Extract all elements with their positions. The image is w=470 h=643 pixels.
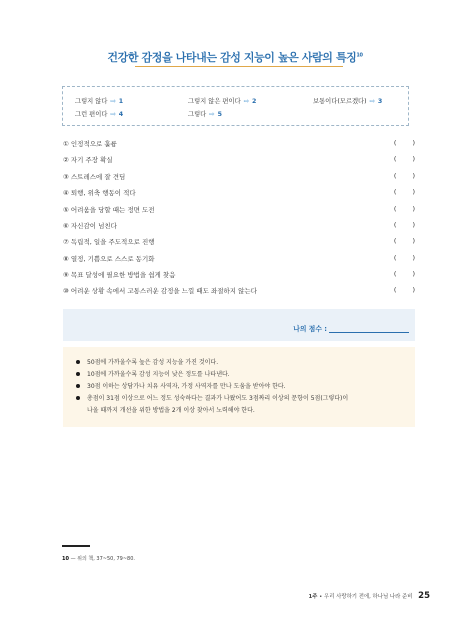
page-title [0, 49, 470, 65]
question-text: 자신감이 넘친다 [70, 222, 117, 230]
title-footnote-ref: 10 [356, 52, 363, 59]
page-title-text: 건강한 감정을 나타내는 감성 지능이 높은 사람의 특징 [107, 51, 357, 64]
score-panel [63, 309, 415, 341]
scale-item-5 [188, 109, 222, 118]
answer-blank[interactable]: ( ) [393, 254, 415, 262]
footnote-number: 10 [62, 556, 69, 562]
scale-label: 그렇다 [188, 111, 207, 118]
question-number: ⑥ [63, 222, 69, 230]
question-number: ⑨ [63, 271, 69, 279]
scale-value: 4 [118, 111, 124, 118]
scale-label: 그렇지 않은 편이다 [188, 98, 241, 105]
scale-label: 보통이다(모르겠다) [313, 98, 367, 105]
scale-value: 2 [251, 98, 257, 105]
question-row [63, 139, 420, 152]
footer-title: • 우리 사랑하기 전에, 하나님 나라 준비 [319, 594, 413, 600]
question-text: 인정적으로 훌륭 [70, 140, 117, 148]
interpretation-panel [63, 347, 415, 427]
question-row [63, 286, 420, 299]
answer-blank[interactable]: ( ) [393, 155, 415, 163]
scale-item-4 [75, 109, 123, 118]
question-text: 어려운 상황 속에서 고통스러운 감정을 느낄 때도 좌절하지 않는다 [70, 287, 257, 295]
footnote-rule [62, 545, 90, 547]
scale-label: 그런 편이다 [75, 111, 108, 118]
question-text: 열정, 기쁨으로 스스로 동기화 [70, 255, 155, 263]
scale-item-3 [313, 96, 382, 105]
scale-item-2 [188, 96, 256, 105]
question-text: 어려움을 당할 때는 정면 도전 [70, 206, 155, 214]
question-text: 스트레스에 잘 견딤 [70, 173, 126, 181]
question-text: 독립적, 일을 주도적으로 진행 [70, 238, 155, 246]
question-number: ⑦ [63, 238, 69, 246]
scale-value: 5 [217, 111, 222, 118]
question-row [63, 270, 420, 283]
question-number: ④ [63, 189, 69, 197]
scale-label: 그렇지 않다 [75, 98, 108, 105]
question-row [63, 155, 420, 168]
bullet-icon [76, 360, 80, 364]
answer-blank[interactable]: ( ) [393, 237, 415, 245]
page-number: 25 [418, 591, 430, 601]
question-text: 자기 주장 확실 [70, 156, 113, 164]
question-row [63, 237, 420, 250]
note-text: 50점에 가까울수록 높은 감성 지능을 가진 것이다. [87, 359, 219, 366]
note-text: 10점에 가까울수록 감성 지능이 낮은 정도를 나타낸다. [87, 371, 230, 378]
scale-item-1 [75, 96, 123, 105]
question-number: ⑩ [63, 287, 69, 295]
question-number: ③ [63, 173, 69, 181]
answer-blank[interactable]: ( ) [393, 286, 415, 294]
question-row [63, 205, 420, 218]
question-row [63, 172, 420, 185]
arrow-icon: ⇨ [209, 111, 215, 118]
footnote [62, 555, 135, 562]
scale-value: 1 [118, 98, 124, 105]
answer-blank[interactable]: ( ) [393, 205, 415, 213]
answer-blank[interactable]: ( ) [393, 139, 415, 147]
answer-blank[interactable]: ( ) [393, 172, 415, 180]
question-row [63, 254, 420, 267]
answer-blank[interactable]: ( ) [393, 221, 415, 229]
question-row [63, 188, 420, 201]
note-text: 30점 이하는 상담가나 치유 사역자, 가정 사역자를 만나 도움을 받아야 한다. [87, 383, 286, 390]
answer-blank[interactable]: ( ) [393, 270, 415, 278]
arrow-icon: ⇨ [110, 111, 116, 118]
question-number: ⑧ [63, 255, 69, 263]
title-underline [135, 66, 343, 67]
question-text: 목표 달성에 필요한 방법을 쉽게 찾음 [70, 271, 176, 279]
score-input-line[interactable] [329, 332, 409, 333]
footnote-text: — 위의 책, 37~50, 79~80. [70, 556, 136, 562]
answer-blank[interactable]: ( ) [393, 188, 415, 196]
question-number: ① [63, 140, 69, 148]
bullet-icon [76, 372, 80, 376]
arrow-icon: ⇨ [369, 98, 375, 105]
question-text: 퇴행, 위축 행동이 적다 [70, 189, 136, 197]
question-number: ⑤ [63, 206, 69, 214]
question-number: ② [63, 156, 69, 164]
arrow-icon: ⇨ [110, 98, 116, 105]
scale-value: 3 [377, 98, 383, 105]
footer-chapter: 1주 [308, 594, 318, 600]
score-label: 나의 점수 : [293, 325, 327, 333]
question-row [63, 221, 420, 234]
note-text-continued: 나올 때까지 개선을 위한 방법을 2개 이상 찾아서 노력해야 한다. [87, 407, 255, 414]
rating-scale-legend [62, 86, 409, 126]
arrow-icon: ⇨ [243, 98, 249, 105]
note-text: 총점이 31점 이상으로 어느 정도 성숙하다는 결과가 나왔어도 3점짜리 이상의 문항이 5점(그렇다)이 [87, 395, 349, 402]
page-footer [308, 591, 430, 601]
bullet-icon [76, 384, 80, 388]
bullet-icon [76, 396, 80, 400]
